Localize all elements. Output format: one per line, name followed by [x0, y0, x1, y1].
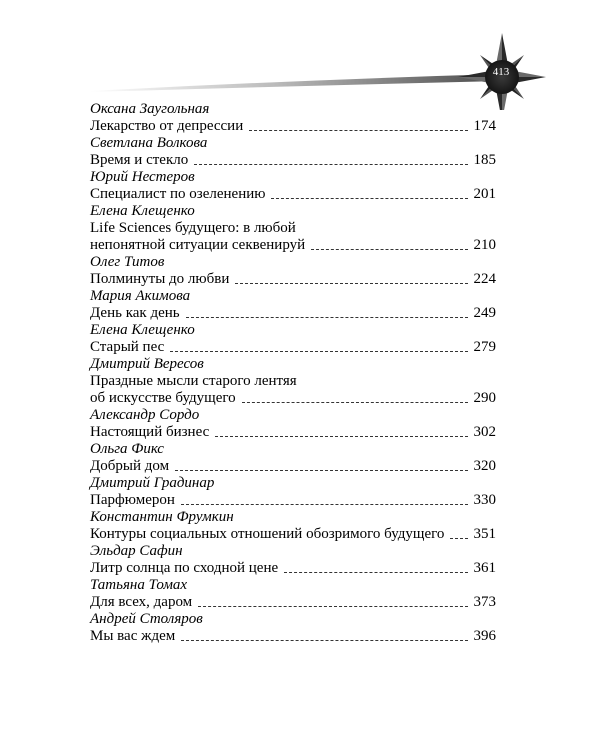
toc-title-line[interactable] [90, 118, 496, 135]
toc-title-line[interactable] [90, 305, 496, 322]
toc-entry [90, 101, 496, 135]
toc-title: Старый пес [90, 339, 165, 355]
toc-page-number: 361 [473, 560, 496, 576]
toc-entry [90, 441, 496, 475]
toc-page-number: 290 [473, 390, 496, 406]
toc-title-line[interactable] [90, 390, 496, 407]
dot-leader [284, 571, 467, 573]
dot-leader [186, 316, 468, 318]
toc-title: Время и стекло [90, 152, 189, 168]
toc-title-first-line: Life Sciences будущего: в любой [90, 220, 296, 236]
toc-title: Добрый дом [90, 458, 170, 474]
dot-leader [175, 469, 467, 471]
toc-entry [90, 611, 496, 645]
dot-leader [235, 282, 467, 284]
toc-title: Полминуты до любви [90, 271, 230, 287]
toc-page-number: 396 [473, 628, 496, 644]
header-ornament [0, 0, 600, 110]
toc-title: Специалист по озеленению [90, 186, 266, 202]
dot-leader [181, 639, 467, 641]
dot-leader [170, 350, 467, 352]
header-swoosh-bar [90, 74, 500, 92]
dot-leader [181, 503, 468, 505]
toc-author: Елена Клещенко [90, 203, 195, 219]
toc-title-line[interactable] [90, 339, 496, 356]
toc-page-number: 185 [473, 152, 496, 168]
toc-entry [90, 203, 496, 254]
dot-leader [194, 163, 467, 165]
toc-title-line[interactable] [90, 492, 496, 509]
toc-title-line[interactable] [90, 560, 496, 577]
table-of-contents [90, 101, 496, 645]
toc-entry [90, 254, 496, 288]
toc-page-number: 210 [473, 237, 496, 253]
dot-leader [271, 197, 467, 199]
dot-leader [249, 129, 467, 131]
toc-author: Олег Титов [90, 254, 165, 270]
toc-title: Литр солнца по сходной цене [90, 560, 279, 576]
toc-page-number: 224 [473, 271, 496, 287]
toc-entry [90, 135, 496, 169]
toc-entry [90, 543, 496, 577]
toc-title: об искусстве будущего [90, 390, 236, 406]
toc-author: Эльдар Сафин [90, 543, 183, 559]
toc-page-number: 373 [473, 594, 496, 610]
toc-page-number: 330 [473, 492, 496, 508]
toc-title: Контуры социальных отношений обозримого будущего [90, 526, 445, 542]
toc-author: Константин Фрумкин [90, 509, 234, 525]
toc-entry [90, 577, 496, 611]
toc-author: Юрий Нестеров [90, 169, 195, 185]
toc-author: Мария Акимова [90, 288, 191, 304]
toc-title-line[interactable] [90, 271, 496, 288]
dot-leader [311, 248, 467, 250]
dot-leader [450, 537, 467, 539]
dot-leader [242, 401, 468, 403]
toc-title-line[interactable] [90, 186, 496, 203]
toc-title-line[interactable] [90, 424, 496, 441]
toc-author: Александр Сордо [90, 407, 200, 423]
toc-title: Настоящий бизнес [90, 424, 210, 440]
toc-title: Лекарство от депрессии [90, 118, 244, 134]
toc-title-line[interactable] [90, 594, 496, 611]
toc-title-line[interactable] [90, 628, 496, 645]
toc-author: Ольга Фикс [90, 441, 164, 457]
dot-leader [198, 605, 467, 607]
toc-page-number: 249 [473, 305, 496, 321]
toc-author: Андрей Столяров [90, 611, 203, 627]
toc-author: Дмитрий Градинар [90, 475, 215, 491]
toc-page-number: 351 [473, 526, 496, 542]
page-header [0, 0, 600, 110]
toc-page-number: 302 [473, 424, 496, 440]
toc-author: Елена Клещенко [90, 322, 195, 338]
toc-author: Светлана Волкова [90, 135, 208, 151]
toc-title-line[interactable] [90, 526, 496, 543]
toc-entry [90, 356, 496, 407]
toc-page-number: 174 [473, 118, 496, 134]
toc-title: Парфюмерон [90, 492, 175, 508]
toc-entry [90, 407, 496, 441]
toc-entry [90, 322, 496, 356]
toc-title: Мы вас ждем [90, 628, 176, 644]
toc-author: Оксана Заугольная [90, 101, 210, 117]
toc-title: Для всех, даром [90, 594, 193, 610]
toc-title-line[interactable] [90, 458, 496, 475]
dot-leader [215, 435, 467, 437]
toc-title: День как день [90, 305, 180, 321]
toc-title: непонятной ситуации секвенируй [90, 237, 306, 253]
toc-title-line[interactable] [90, 237, 496, 254]
toc-title-line[interactable] [90, 152, 496, 169]
toc-entry [90, 475, 496, 509]
toc-entry [90, 509, 496, 543]
toc-entry [90, 169, 496, 203]
toc-author: Дмитрий Вересов [90, 356, 204, 372]
toc-page-number: 279 [473, 339, 496, 355]
toc-page-number: 201 [473, 186, 496, 202]
page-number: 413 [492, 66, 510, 78]
toc-author: Татьяна Томах [90, 577, 188, 593]
toc-entry [90, 288, 496, 322]
toc-page-number: 320 [473, 458, 496, 474]
toc-title-first-line: Праздные мысли старого лентяя [90, 373, 297, 389]
